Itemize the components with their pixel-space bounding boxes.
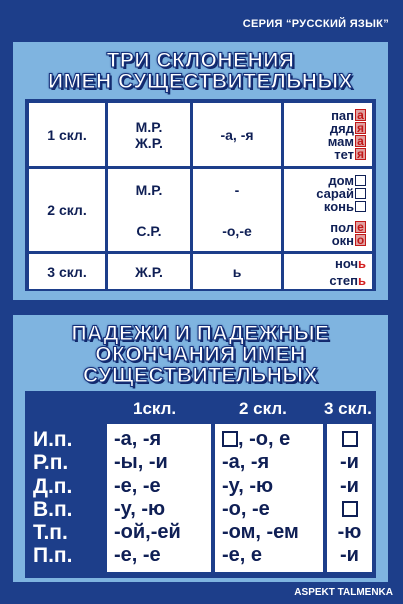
gender: М.Р. [135,181,163,198]
declension-2-examples [284,169,372,251]
endings-decl-3 [327,424,372,572]
cases-title [13,323,388,386]
ending-cell: -е, е [222,544,263,567]
zero-ending-box [222,431,238,447]
gender: Ж.Р. [135,134,163,151]
declension-2-endings [193,169,281,251]
example-word: окн о [331,232,365,248]
ending-cell: -а, -я [222,451,270,474]
series-label: СЕРИЯ “РУССКИЙ ЯЗЫК” [242,18,389,30]
declensions-title-line1: ТРИ СКЛОНЕНИЯ [106,49,295,72]
declensions-title [13,50,388,92]
endings-decl-1 [107,424,211,572]
ending-cell: -у, -ю [114,497,166,520]
ending-cell [327,428,372,451]
declension-2-genders [108,169,190,251]
example-word: сарай [316,187,366,200]
declension-1-endings: -а, -я [193,103,281,166]
ending-cell: -и [340,474,359,497]
gender: С.Р. [136,222,162,239]
example-word: пол е [330,221,366,234]
zero-ending-box [355,175,366,186]
declensions-title-line2: ИМЕН СУЩЕСТВИТЕЛЬНЫХ [47,70,354,93]
declensions-table [25,99,376,291]
ending-cell: , -о, е [222,428,323,451]
endings-decl-2 [215,424,323,572]
ending-cell: -о, -е [222,497,270,520]
example-word: пап а [331,109,366,122]
ending: - [234,181,240,198]
case-name: Т.п. [33,521,68,545]
declension-1-name: 1 скл. [29,103,105,166]
ending-cell: -ю [337,521,362,544]
declension-3-name: 3 скл. [29,254,105,289]
ending-cell [327,498,372,521]
ending-cell: -е, -е [114,474,161,497]
case-name: Д.п. [33,474,73,498]
declension-1-genders [108,103,190,166]
case-name: И.п. [33,428,73,451]
zero-ending-box [355,201,366,212]
declensions-panel [13,42,388,300]
example-word: ноч ь [334,255,366,271]
gender: М.Р. [135,118,163,135]
ending-cell: -ой,-ей [114,521,181,544]
ending-cell: -е, -е [114,544,161,567]
header-decl-2: 2 скл. [239,399,287,418]
declension-3-examples [284,254,372,289]
cases-title-line1: ПАДЕЖИ И ПАДЕЖНЫЕ [71,322,330,345]
cases-table [25,391,376,578]
example-word: конь [324,200,366,213]
case-name: В.п. [33,497,73,521]
case-names [33,428,105,568]
declension-2-name: 2 скл. [29,169,105,251]
ending-cell: -ы, -и [114,451,168,474]
example-word: дом [328,174,366,187]
header-decl-3: 3 скл. [324,399,372,418]
example-word: степ ь [329,272,366,288]
example-word: мам а [328,135,366,148]
cases-title-line2: ОКОНЧАНИЯ ИМЕН [95,343,306,366]
ending: -о,-е [222,222,252,239]
ending-cell: -ом, -ем [222,521,299,544]
brand-label: ASPEKT TALMENKA [294,587,393,598]
declension-3-genders: Ж.Р. [108,254,190,289]
example-word: дяд я [329,120,364,136]
declension-1-examples [284,103,372,166]
ending-cell: -а, -я [114,428,162,450]
ending-cell: -и [340,544,359,567]
zero-ending-box [342,431,358,447]
declension-3-endings: ь [193,254,281,289]
cases-panel [13,315,388,582]
zero-ending-box [355,188,366,199]
cases-title-line3: СУЩЕСТВИТЕЛЬНЫХ [83,364,318,387]
case-name: П.п. [33,544,73,568]
header-decl-1: 1скл. [133,399,177,418]
example-word: тет я [334,146,364,162]
ending-cell: -и [340,451,359,474]
zero-ending-box [342,501,358,517]
ending-cell: -у, -ю [222,474,274,497]
case-name: Р.п. [33,451,69,475]
